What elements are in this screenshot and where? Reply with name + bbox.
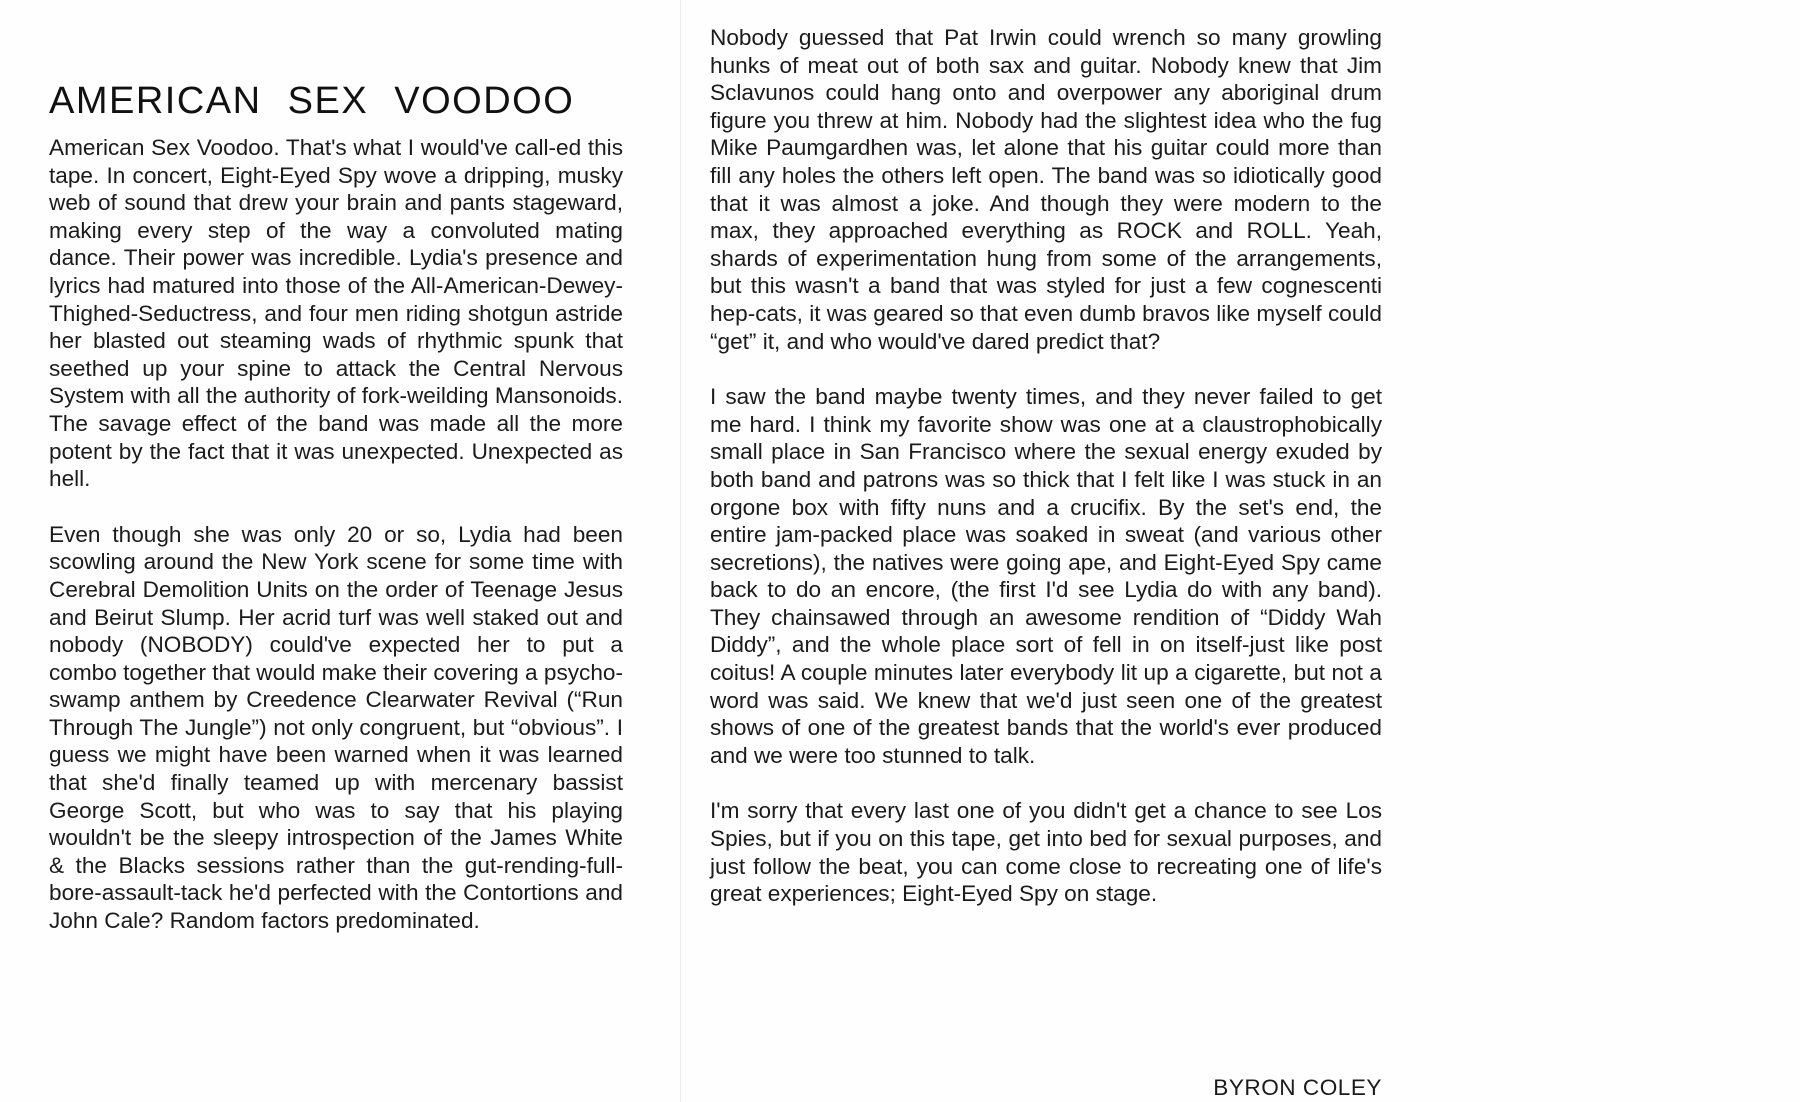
paragraph: Even though she was only 20 or so, Lydia had been scowling around the New York scene for some time with Cerebral Demolition Units on the order of Teenage Jesus and Beirut Slump. Her acrid turf was well staked out and nobody (NOBODY) could've expected her to put a combo together that would make their covering a psycho-swamp anthem by Creedence Clearwater Revival (“Run Through The Jungle”) not only congruent, but “obvious”. I guess we might have been warned when it was learned that she'd finally teamed up with mercenary bassist George Scott, but who was to say that his playing wouldn't be the sleepy introspection of the James White & the Blacks sessions rather than the gut-rending-full-bore-assault-tack he'd perfected with the Contortions and John Cale? Random factors predominated.	[49, 521, 623, 934]
paragraph: I saw the band maybe twenty times, and they never failed to get me hard. I think my favorite show was one at a claustrophobically small place in San Francisco where the sexual energy exuded by both band and patrons was so thick that I felt like I was stuck in an orgone box with fifty nuns and a crucifix. By the set's end, the entire jam-packed place was soaked in sweat (and various other secretions), the natives were going ape, and Eight-Eyed Spy came back to do an encore, (the first I'd see Lydia do with any band). They chainsawed through an awesome rendition of “Diddy Wah Diddy”, and the whole place sort of fell in on itself-just like post coitus! A couple minutes later everybody lit up a cigarette, but not a word was said. We knew that we'd just seen one of the greatest shows of one of the greatest bands that the world's ever produced and we were too stunned to talk.	[710, 384, 1382, 768]
author-signature: BYRON COLEY	[1213, 1075, 1382, 1100]
article-title: AMERICAN SEX VOODOO	[49, 80, 575, 122]
left-column	[49, 78, 623, 963]
paragraph: I'm sorry that every last one of you didn't get a chance to see Los Spies, but if you on this tape, get into bed for sexual purposes, and just follow the beat, you can come close to recreating one of life's great experiences; Eight-Eyed Spy on stage.	[710, 798, 1382, 907]
paragraph: American Sex Voodoo. That's what I would've call-ed this tape. In concert, Eight-Eyed Spy wove a dripping, musky web of sound that drew your brain and pants stageward, making every step of the way a convoluted mating dance. Their power was incredible. Lydia's presence and lyrics had matured into those of the All-American-Dewey-Thighed-Seductress, and four men riding shotgun astride her blasted out steaming wads of rhythmic spunk that seethed up your spine to attack the Central Nervous System with all the authority of fork-weilding Mansonoids. The savage effect of the band was made all the more potent by the fact that it was unexpected. Unexpected as hell.	[49, 135, 623, 492]
paragraph: Nobody guessed that Pat Irwin could wrench so many growling hunks of meat out of both sax and guitar. Nobody knew that Jim Sclavunos could hang onto and overpower any aboriginal drum figure you threw at him. Nobody had the slightest idea who the fug Mike Paumgardhen was, let alone that his guitar could more than fill any holes the others left open. The band was so idiotically good that it was almost a joke. And though they were modern to the max, they approached everything as ROCK and ROLL. Yeah, shards of experimentation hung from some of the arrangements, but this wasn't a band that was styled for just a few cognescenti hep-cats, it was geared so that even dumb bravos like myself could “get” it, and who would've dared predict that?	[710, 25, 1382, 354]
page-fold-line	[680, 0, 681, 1102]
right-column	[710, 24, 1382, 936]
